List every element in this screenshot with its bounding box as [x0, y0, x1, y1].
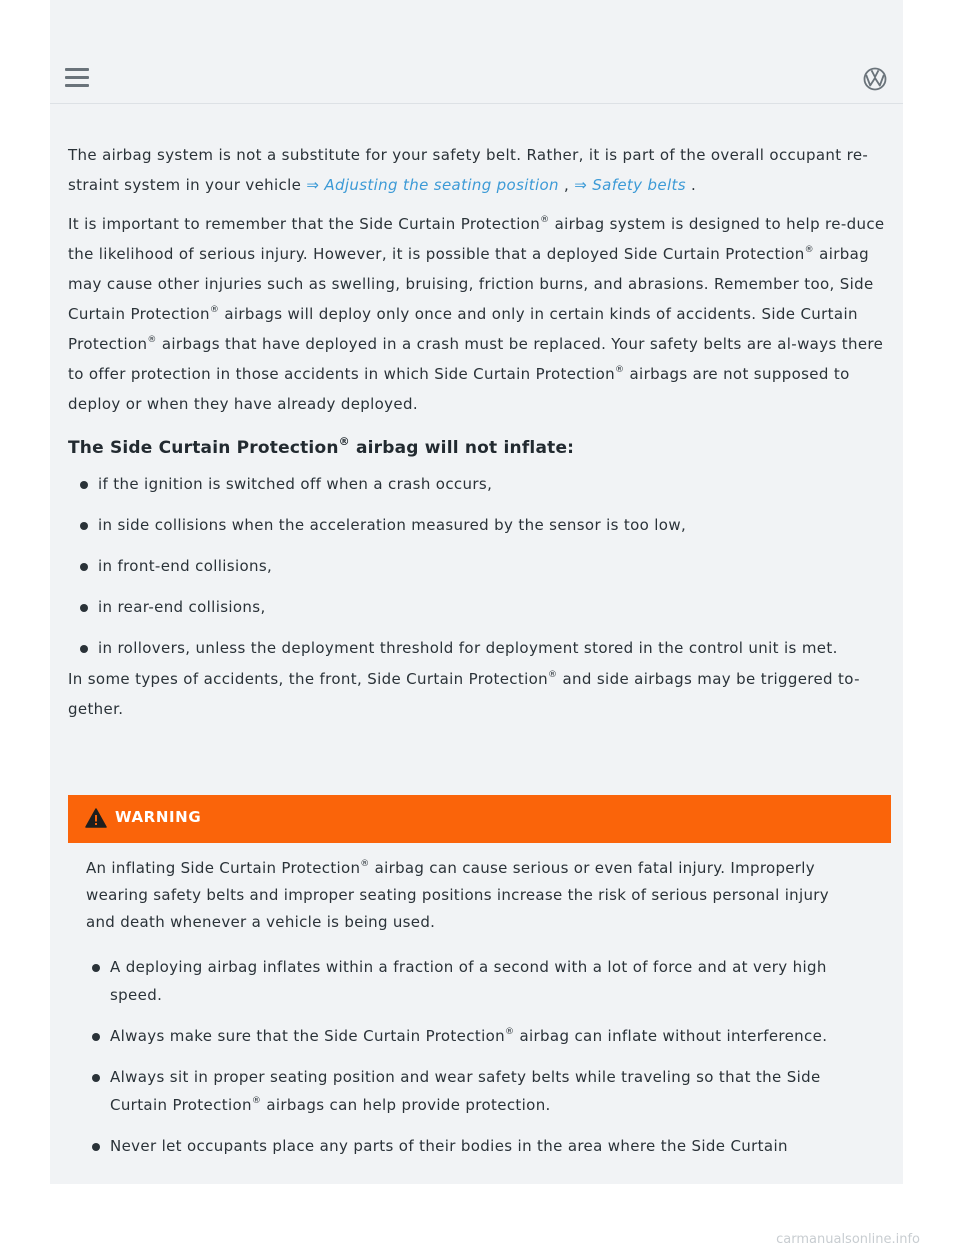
warning-list [86, 953, 873, 1160]
list-item: in front-end collisions, [68, 556, 888, 576]
vw-logo-icon[interactable] [863, 67, 887, 91]
list-item: in side collisions when the acceleration measured by the sensor is too low, [68, 515, 888, 535]
list-item: in rollovers, unless the deployment threshold for deployment stored in the control unit is met. [68, 638, 888, 658]
paragraph-substitute: The airbag system is not a substitute for your safety belt. Rather, it is part of the overall occupant re-straint system in your vehicle ⇒ Adjusting the seating position , ⇒ Safety belts . [68, 146, 869, 194]
list-item: Always sit in proper seating position and wear safety belts while traveling so that the Side Curtain Protection® airbags can help provide protection. [86, 1063, 840, 1119]
list-item: A deploying airbag inflates within a fraction of a second with a lot of force and at very high speed. [86, 953, 840, 1009]
hamburger-menu-icon[interactable] [65, 67, 91, 89]
warning-triangle-icon [85, 808, 107, 828]
list-item: Always make sure that the Side Curtain Protection® airbag can inflate without interference. [86, 1022, 873, 1050]
section-heading: The Side Curtain Protection® airbag will not inflate: [68, 435, 575, 458]
manual-page [50, 0, 903, 1184]
paragraph-triggered-together: In some types of accidents, the front, Side Curtain Protection® and side airbags may be triggered to-gether. [68, 670, 860, 718]
link-adjusting-seating-position[interactable]: ⇒ Adjusting the seating position [306, 176, 559, 194]
top-bar [50, 55, 903, 104]
link-safety-belts[interactable]: ⇒ Safety belts [574, 176, 686, 194]
warning-title: WARNING [115, 808, 202, 826]
list-item: in rear-end collisions, [68, 597, 888, 617]
list-item: if the ignition is switched off when a crash occurs, [68, 474, 888, 494]
no-inflate-list [68, 474, 888, 658]
list-item: Never let occupants place any parts of their bodies in the area where the Side Curtain [86, 1132, 873, 1160]
watermark: carmanualsonline.info [776, 1232, 920, 1247]
warning-box [68, 795, 891, 1184]
paragraph-important: It is important to remember that the Side Curtain Protection® airbag system is designed to help re-duce the likelihood of serious injury. However, it is possible that a deployed Side Curtain Protection® airbag may cause other injuries such as swelling, bruising, friction burns, and abrasions. Remember too, Side Curtain Protection® airbags will deploy only once and only in certain kinds of accidents. Side Curtain Protection® airbags that have deployed in a crash must be replaced. Your safety belts are al-ways there to offer protection in those accidents in which Side Curtain Protection® airbags are not supposed to deploy or when they have already deployed. [68, 215, 885, 413]
warning-header [68, 795, 891, 843]
page-content [68, 140, 888, 724]
warning-body [68, 843, 891, 1160]
warning-intro: An inflating Side Curtain Protection® airbag can cause serious or even fatal injury. Improperly wearing safety belts and improper seating positions increase the risk of serious personal injury and death whenever a vehicle is being used. [86, 859, 829, 931]
